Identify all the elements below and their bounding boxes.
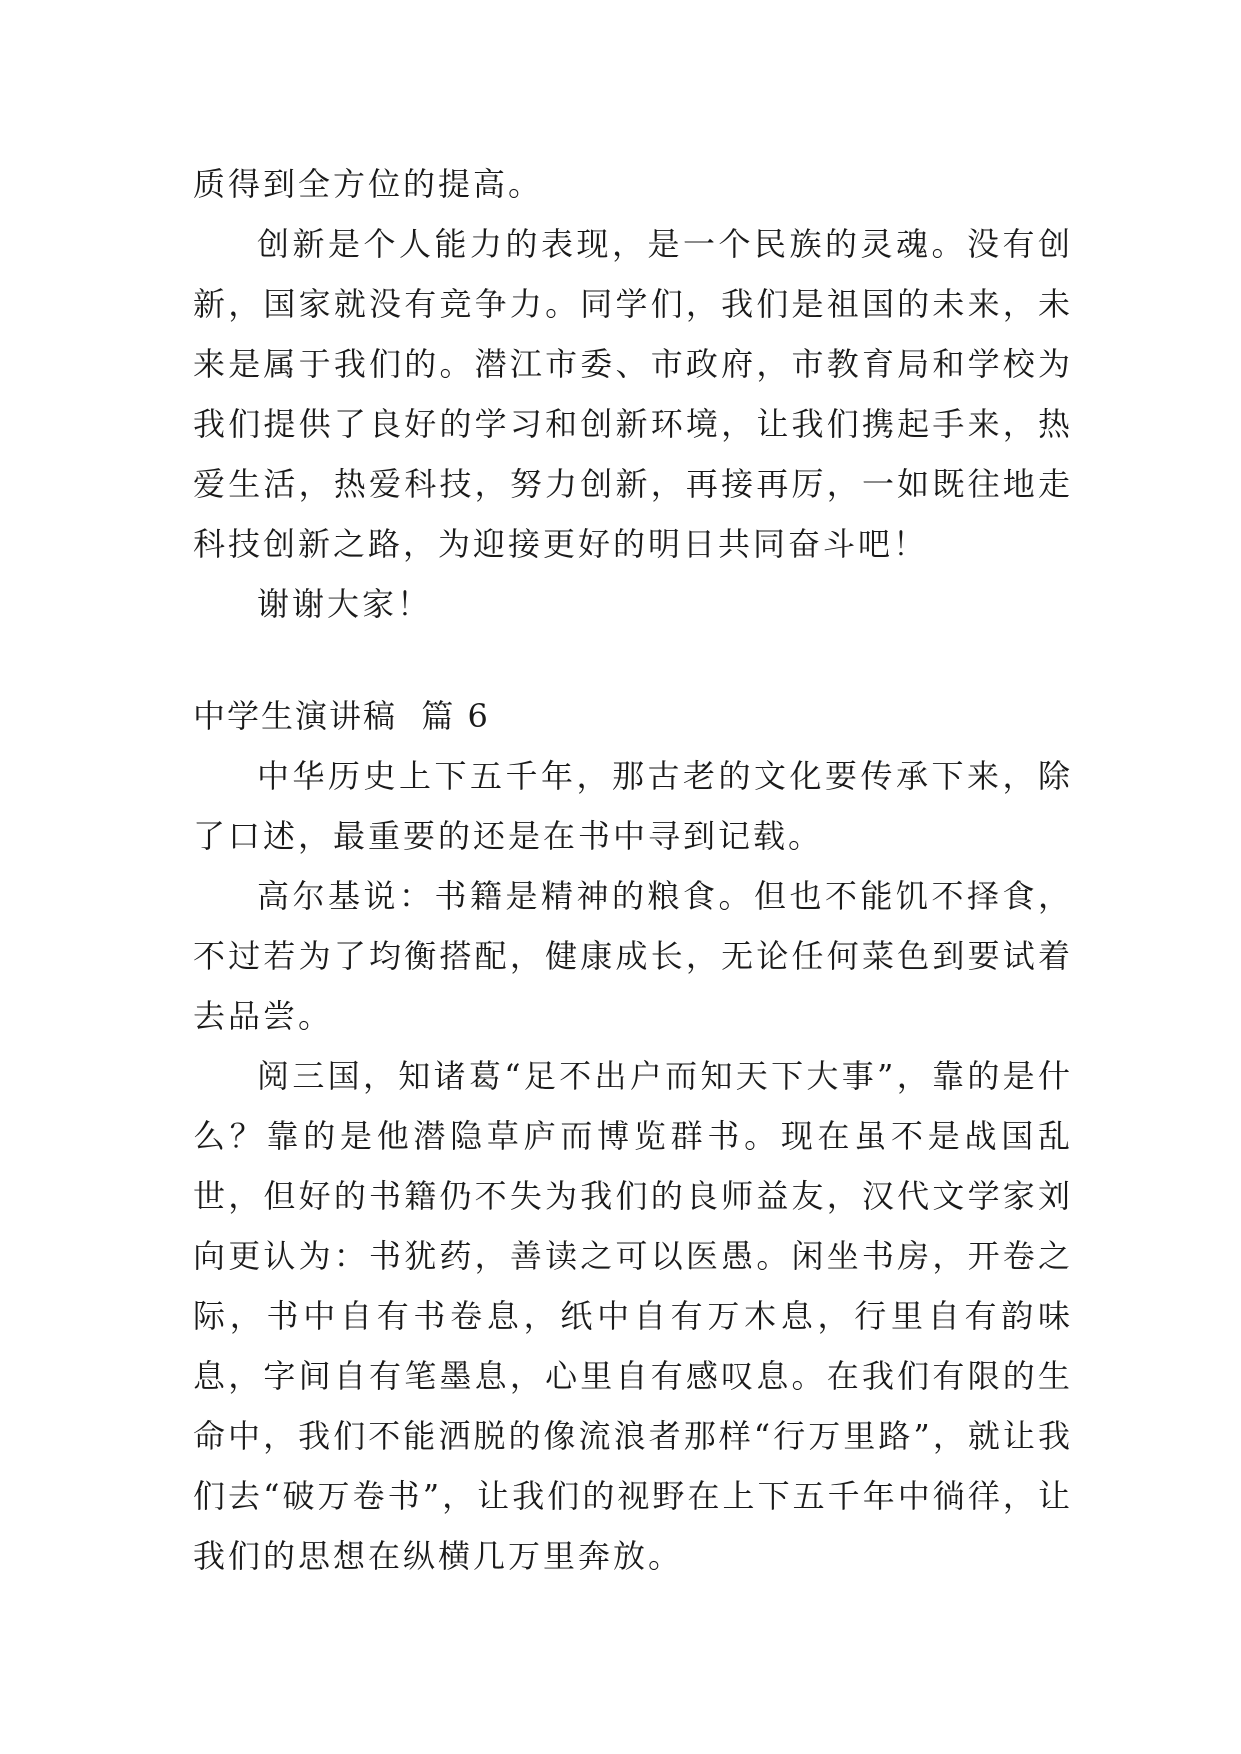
document-body (193, 154, 1073, 1586)
paragraph-history: 中华历史上下五千年，那古老的文化要传承下来，除了口述，最重要的还是在书中寻到记载。 (193, 757, 1073, 855)
paragraph-thanks: 谢谢大家！ (257, 585, 433, 623)
paragraph-continuation: 质得到全方位的提高。 (193, 165, 544, 203)
section-title: 中学生演讲稿 篇 6 (193, 697, 490, 735)
paragraph-innovation: 创新是个人能力的表现，是一个民族的灵魂。没有创新，国家就没有竞争力。同学们，我们是祖国的未来，未来是属于我们的。潜江市委、市政府，市教育局和学校为我们提供了良好的学习和创新环境，让我们携起手来，热爱生活，热爱科技，努力创新，再接再厉，一如既往地走科技创新之路，为迎接更好的明日共同奋斗吧！ (193, 225, 1073, 563)
paragraph-three-kingdoms: 阅三国，知诸葛“足不出户而知天下大事”，靠的是什么？靠的是他潜隐草庐而博览群书。现在虽不是战国乱世，但好的书籍仍不失为我们的良师益友，汉代文学家刘向更认为：书犹药，善读之可以医愚。闲坐书房，开卷之际，书中自有书卷息，纸中自有万木息，行里自有韵味息，字间自有笔墨息，心里自有感叹息。在我们有限的生命中，我们不能洒脱的像流浪者那样“行万里路”，就让我们去“破万卷书”，让我们的视野在上下五千年中徜徉，让我们的思想在纵横几万里奔放。 (193, 1057, 1073, 1575)
paragraph-gorky: 高尔基说：书籍是精神的粮食。但也不能饥不择食，不过若为了均衡搭配，健康成长，无论任何菜色到要试着去品尝。 (193, 877, 1073, 1035)
